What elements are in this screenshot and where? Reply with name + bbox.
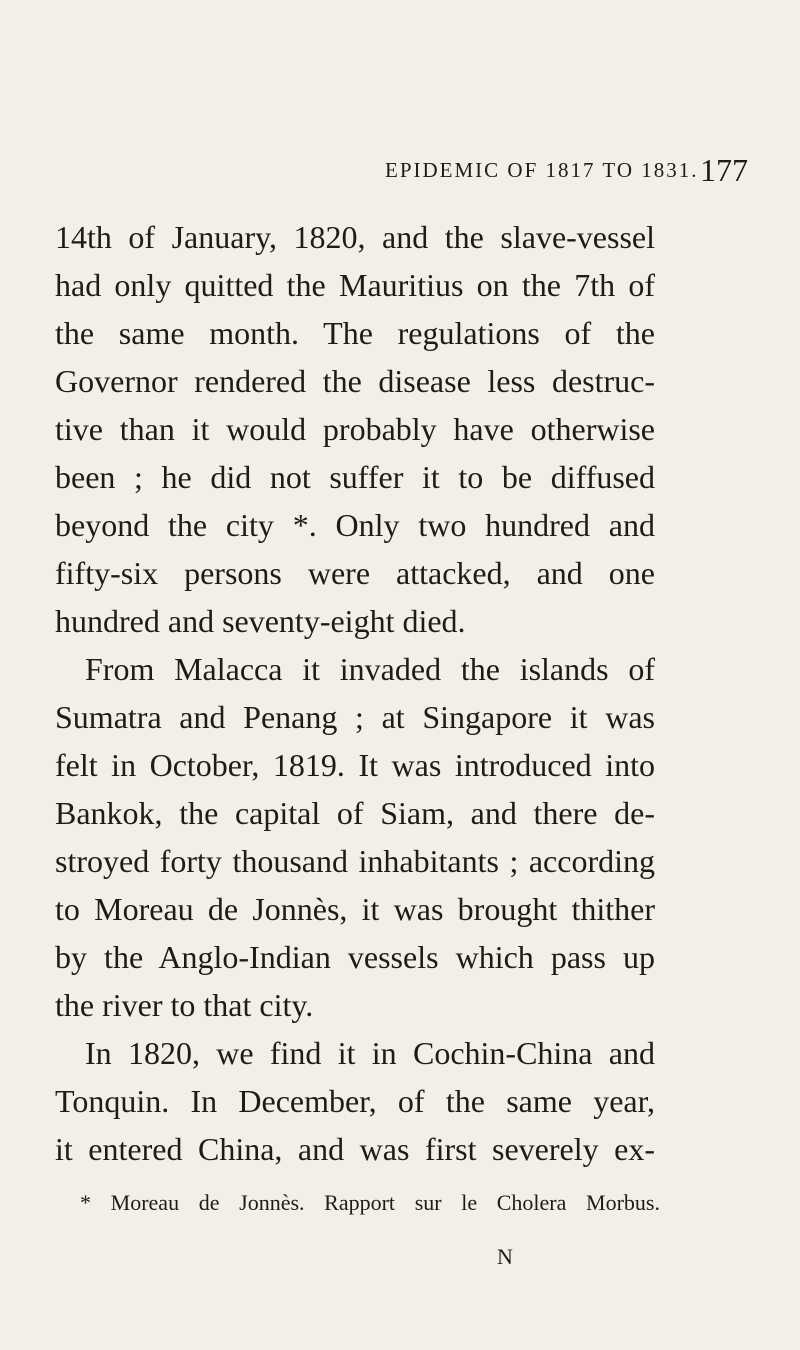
- text-line: hundred and seventy-eight died.: [55, 603, 466, 639]
- text-line: it entered China, and was first severely ex-: [55, 1131, 655, 1167]
- text-line: by the Anglo-Indian vessels which pass up: [55, 939, 655, 975]
- text-line: In 1820, we find it in Cochin-China and: [85, 1035, 655, 1071]
- text-line: From Malacca it invaded the islands of: [85, 651, 655, 687]
- text-line: been ; he did not suffer it to be diffused: [55, 459, 655, 495]
- text-line: Tonquin. In December, of the same year,: [55, 1083, 655, 1119]
- text-line: felt in October, 1819. It was introduced into: [55, 747, 655, 783]
- signature-mark: N: [497, 1244, 513, 1269]
- footnote: * Moreau de Jonnès. Rapport sur le Cholera Morbus.: [80, 1190, 660, 1215]
- text-line: the same month. The regulations of the: [55, 315, 655, 351]
- text-line: Bankok, the capital of Siam, and there de-: [55, 795, 655, 831]
- page-number: 177: [700, 152, 748, 188]
- text-line: Sumatra and Penang ; at Singapore it was: [55, 699, 655, 735]
- running-head: [0, 150, 800, 190]
- text-line: had only quitted the Mauritius on the 7th of: [55, 267, 655, 303]
- running-title: EPIDEMIC OF 1817 TO 1831.: [385, 158, 699, 182]
- text-line: beyond the city *. Only two hundred and: [55, 507, 655, 543]
- text-line: 14th of January, 1820, and the slave-vessel: [55, 219, 655, 255]
- text-line: tive than it would probably have otherwise: [55, 411, 655, 447]
- text-line: the river to that city.: [55, 987, 314, 1023]
- text-line: Governor rendered the disease less destruc-: [55, 363, 655, 399]
- text-line: stroyed forty thousand inhabitants ; according: [55, 843, 655, 879]
- text-line: fifty-six persons were attacked, and one: [55, 555, 655, 591]
- text-line: to Moreau de Jonnès, it was brought thither: [55, 891, 655, 927]
